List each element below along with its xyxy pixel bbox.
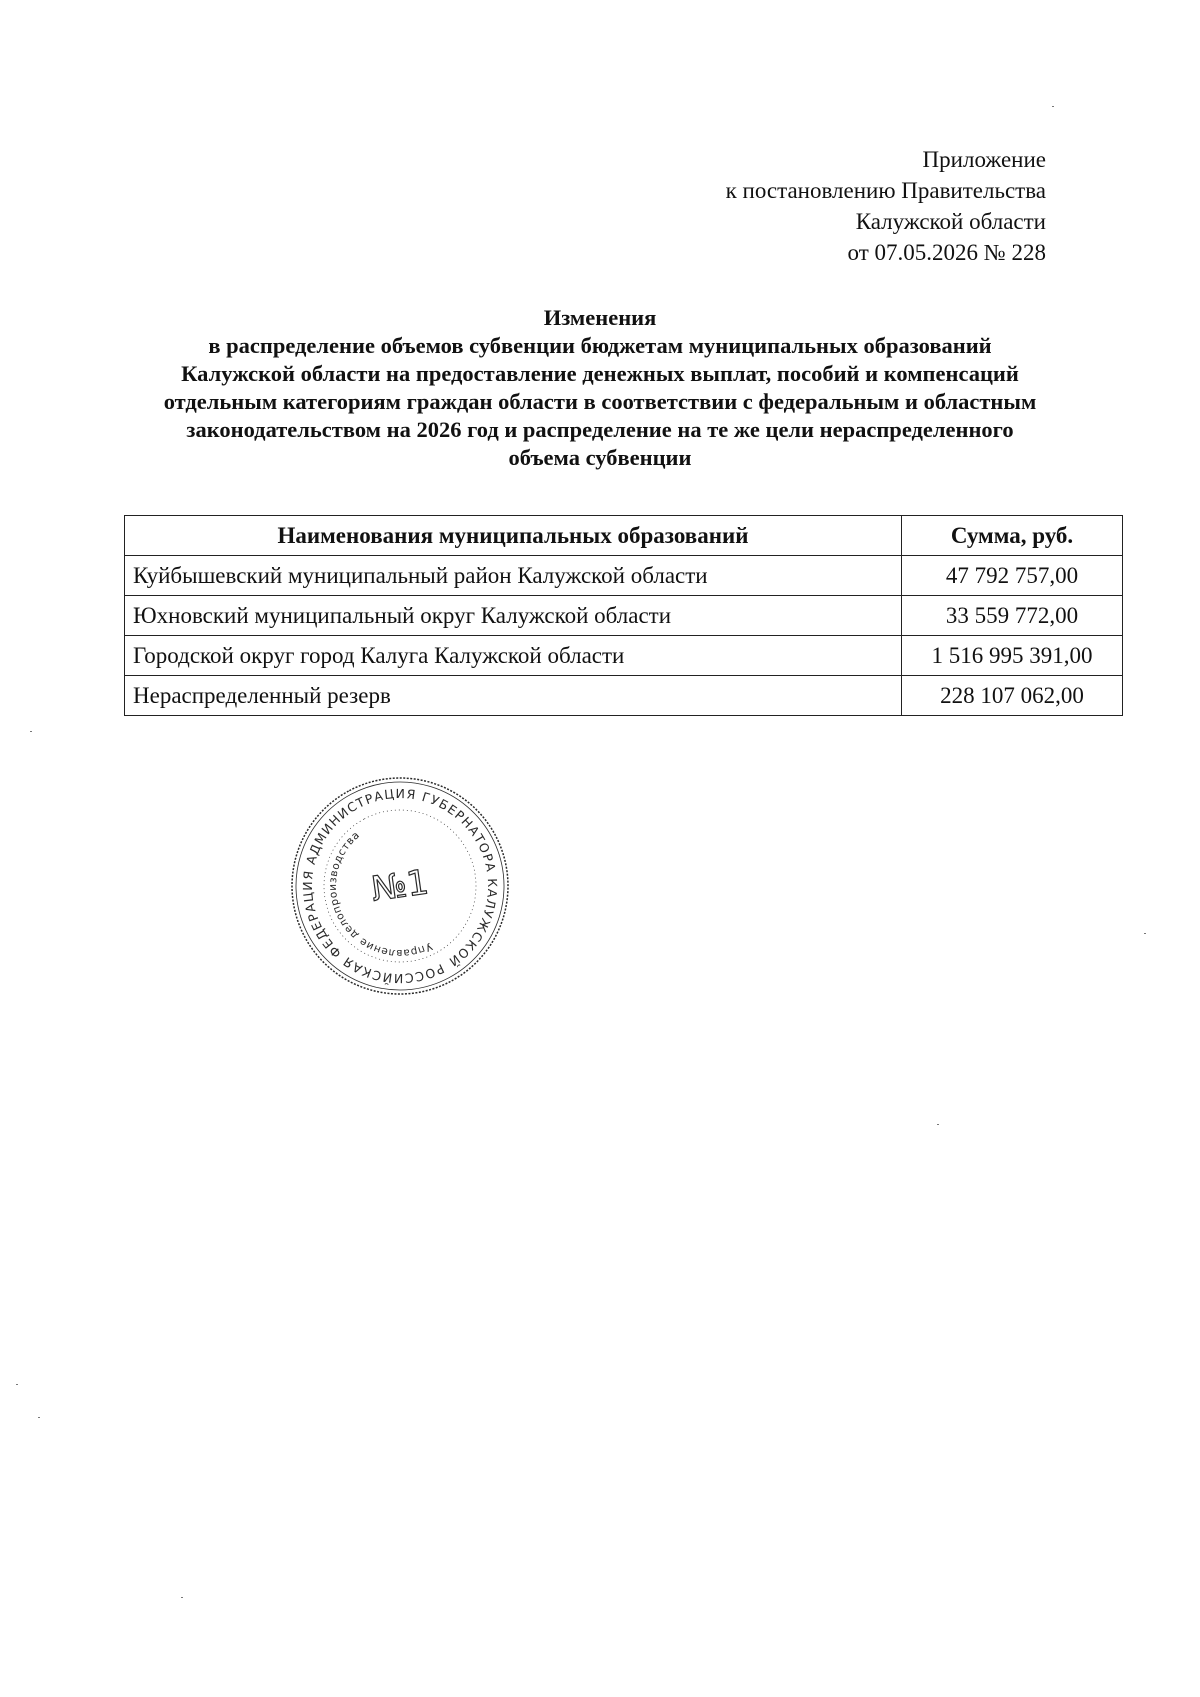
title-line: отдельным категориям граждан области в соответствии с федеральным и областным — [163, 389, 1037, 414]
appendix-line: от 07.05.2026 № 228 — [847, 240, 1046, 265]
municipality-name: Нераспределенный резерв — [125, 676, 902, 716]
official-seal-stamp — [287, 773, 513, 999]
scan-speck — [181, 1597, 183, 1598]
scan-speck — [1052, 106, 1054, 107]
table-row — [125, 556, 1123, 596]
amount-value: 1 516 995 391,00 — [902, 636, 1123, 676]
table-row — [125, 636, 1123, 676]
document-title — [100, 304, 1100, 472]
title-line: Изменения — [543, 305, 657, 330]
header-amount: Сумма, руб. — [902, 516, 1123, 556]
table-header-row — [125, 516, 1123, 556]
municipality-name: Юхновский муниципальный округ Калужской области — [125, 596, 902, 636]
appendix-line: Калужской области — [855, 209, 1046, 234]
allocation-table — [124, 515, 1123, 716]
appendix-line: к постановлению Правительства — [725, 178, 1046, 203]
seal-number: №1 — [368, 862, 432, 910]
scan-speck — [937, 1124, 939, 1125]
amount-value: 228 107 062,00 — [902, 676, 1123, 716]
municipality-name: Городской округ город Калуга Калужской области — [125, 636, 902, 676]
scan-speck — [1144, 933, 1146, 934]
title-line: законодательством на 2026 год и распределение на те же цели нераспределенного — [186, 417, 1014, 442]
header-municipality: Наименования муниципальных образований — [125, 516, 902, 556]
seal-inner-text: Управление делопроизводства — [326, 828, 434, 960]
scan-speck — [30, 731, 32, 732]
appendix-reference — [726, 144, 1046, 268]
scan-speck — [16, 1384, 18, 1385]
title-line: объема субвенции — [508, 445, 692, 470]
table-row — [125, 596, 1123, 636]
municipality-name: Куйбышевский муниципальный район Калужской области — [125, 556, 902, 596]
title-line: в распределение объемов субвенции бюджетам муниципальных образований — [208, 333, 992, 358]
scan-speck — [38, 1417, 40, 1418]
amount-value: 33 559 772,00 — [902, 596, 1123, 636]
appendix-line: Приложение — [922, 147, 1046, 172]
seal-outer-text: РОССИЙСКАЯ ФЕДЕРАЦИЯ АДМИНИСТРАЦИЯ ГУБЕРНАТОРА КАЛУЖСКОЙ — [299, 785, 501, 987]
amount-value: 47 792 757,00 — [902, 556, 1123, 596]
table-row — [125, 676, 1123, 716]
title-line: Калужской области на предоставление денежных выплат, пособий и компенсаций — [181, 361, 1019, 386]
